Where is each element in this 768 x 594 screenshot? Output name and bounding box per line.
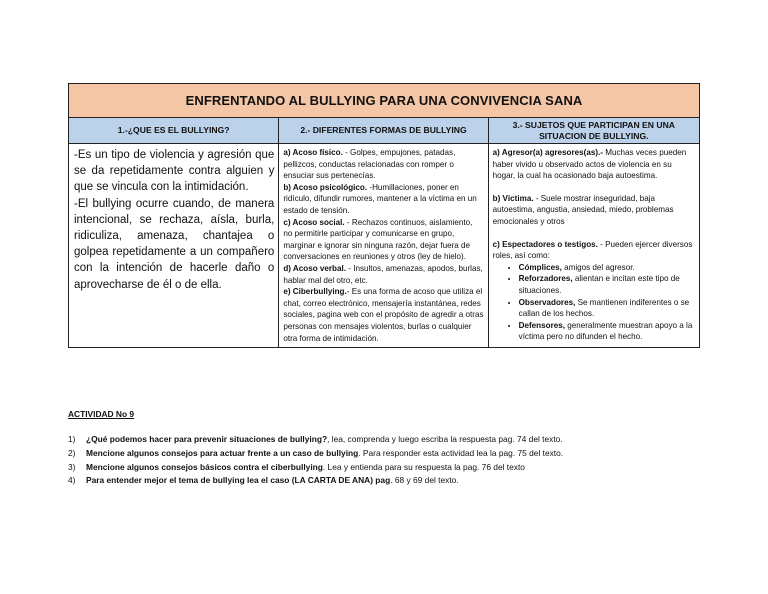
form-term: c) Acoso social. xyxy=(283,217,345,227)
column-header-sujetos: 3.- SUJETOS QUE PARTICIPAN EN UNA SITUACION DE BULLYING. xyxy=(488,118,699,144)
item-number: 1) xyxy=(68,434,76,444)
item-text: . Para responder esta actividad lea la pag. 75 del texto. xyxy=(358,447,564,458)
item-question: Para entender mejor el tema de bullying lea el caso (LA CARTA DE ANA) pag xyxy=(86,475,391,486)
form-text: - Golpes, empujones, patadas, pellizcos, conductas relacionadas con romper o ensuciar sus pertenecías. xyxy=(283,148,456,181)
form-term: d) Acoso verbal. xyxy=(283,263,346,273)
item-question: Mencione algunos consejos para actuar frente a un caso de bullying xyxy=(86,447,359,458)
column-header-formas: 2.- DIFERENTES FORMAS DE BULLYING xyxy=(279,118,488,144)
definition-paragraph-1: -Es un tipo de violencia y agresión que se da repetidamente contra alguien y que se vincula con la intimidación. xyxy=(74,149,275,194)
bullying-table xyxy=(68,83,700,348)
list-item xyxy=(68,447,758,461)
subject-term: c) Espectadores o testigos. xyxy=(492,239,598,249)
role-term: Reforzadores, xyxy=(518,274,573,284)
subject-term: a) Agresor(a) agresores(as).- xyxy=(492,148,603,157)
form-item xyxy=(283,182,483,217)
cell-forms xyxy=(279,144,488,348)
column-header-que-es: 1.-¿QUE ES EL BULLYING? xyxy=(69,118,279,144)
definition-paragraph-2: -El bullying ocurre cuando, de manera intencional, se rechaza, aísla, burla, ridiculiza, amenaza, chantajea o golpea repetidamente a un compañero con la intención de hacerle daño o aprovecharse de él o de ella. xyxy=(74,197,275,291)
role-text: Se mantienen indiferentes o se callan de los hechos. xyxy=(518,297,690,319)
role-term: Defensores, xyxy=(518,320,565,330)
list-item xyxy=(68,474,758,488)
form-item xyxy=(283,286,483,344)
spacer xyxy=(493,182,695,193)
role-text: generalmente muestran apoyo a la víctima pero no difunden el hecho. xyxy=(518,320,693,342)
item-content xyxy=(86,433,563,447)
item-question: Mencione algunos consejos básicos contra el ciberbullying xyxy=(86,461,323,472)
item-text: . 68 y 69 del texto. xyxy=(390,475,459,486)
activity-list xyxy=(68,433,758,488)
item-content xyxy=(86,474,459,488)
list-item xyxy=(519,262,695,274)
role-text: amigos del agresor. xyxy=(561,262,635,272)
subject-victim xyxy=(493,193,695,228)
list-item xyxy=(68,461,758,475)
table-title: ENFRENTANDO AL BULLYING PARA UNA CONVIVENCIA SANA xyxy=(69,84,700,118)
form-text: - Es una forma de acoso que utiliza el chat, correo electrónico, mensajería instantánea, redes sociales, pagina web con el propósito de agredir a otras personas con mensajes violentos, burlas o cualquier otra forma de intimidación. xyxy=(283,287,484,343)
list-item xyxy=(519,320,695,343)
form-term: e) Ciberbullying. xyxy=(283,287,347,297)
role-term: Cómplices, xyxy=(518,262,562,272)
role-term: Observadores, xyxy=(518,297,576,307)
item-content xyxy=(86,447,563,461)
subject-witnesses xyxy=(493,239,695,262)
role-text: alientan e incitan este tipo de situaciones. xyxy=(518,274,680,295)
subject-text: - Pueden ejercer diversos roles, así como: xyxy=(492,239,693,261)
activity-section xyxy=(68,409,758,488)
subject-term: b) Víctima. xyxy=(492,193,534,203)
cell-subjects xyxy=(488,144,699,348)
item-content xyxy=(86,461,525,475)
form-text: -Humillaciones, poner en ridículo, difundir rumores, mantener a la víctima en un estado de tensión. xyxy=(283,182,477,215)
subject-aggressor xyxy=(493,147,695,182)
form-term: a) Acoso físico. xyxy=(283,148,343,157)
activity-title: ACTIVIDAD No 9 xyxy=(68,409,135,419)
item-number: 4) xyxy=(68,475,76,486)
cell-definition xyxy=(69,144,279,348)
form-term: b) Acoso psicológico. xyxy=(283,182,368,192)
subject-text: - Suele mostrar inseguridad, baja autoestima, angustia, ansiedad, miedo, problemas emocionales y otros xyxy=(492,193,674,226)
list-item xyxy=(519,273,695,296)
list-item xyxy=(68,433,758,447)
document-page xyxy=(68,83,700,348)
form-item xyxy=(283,263,483,286)
witness-roles-list xyxy=(493,262,695,343)
form-text: - Rechazos continuos, aislamiento, no permitirle participar y comunicarse en grupo, marginar e ignorar sin ninguna razón, dejar fuera de conversaciones en reuniones y otros (ley de hielo). xyxy=(283,217,473,262)
form-item xyxy=(283,217,483,263)
list-item xyxy=(519,297,695,320)
spacer xyxy=(493,228,695,239)
form-item xyxy=(283,147,483,182)
item-number: 2) xyxy=(68,447,76,458)
subject-text: Muchas veces pueden haber vivido u observado actos de violencia en su hogar, la cual ha ocasionado baja autoestima. xyxy=(492,148,687,181)
item-number: 3) xyxy=(68,461,76,472)
item-question: ¿Qué podemos hacer para prevenir situaciones de bullying? xyxy=(86,434,328,444)
form-text: - Insultos, amenazas, apodos, burlas, hablar mal del otro, etc. xyxy=(283,263,483,285)
item-text: , lea, comprenda y luego escriba la respuesta pag. 74 del texto. xyxy=(327,434,563,444)
item-text: . Lea y entienda para su respuesta la pag. 76 del texto xyxy=(322,461,525,472)
